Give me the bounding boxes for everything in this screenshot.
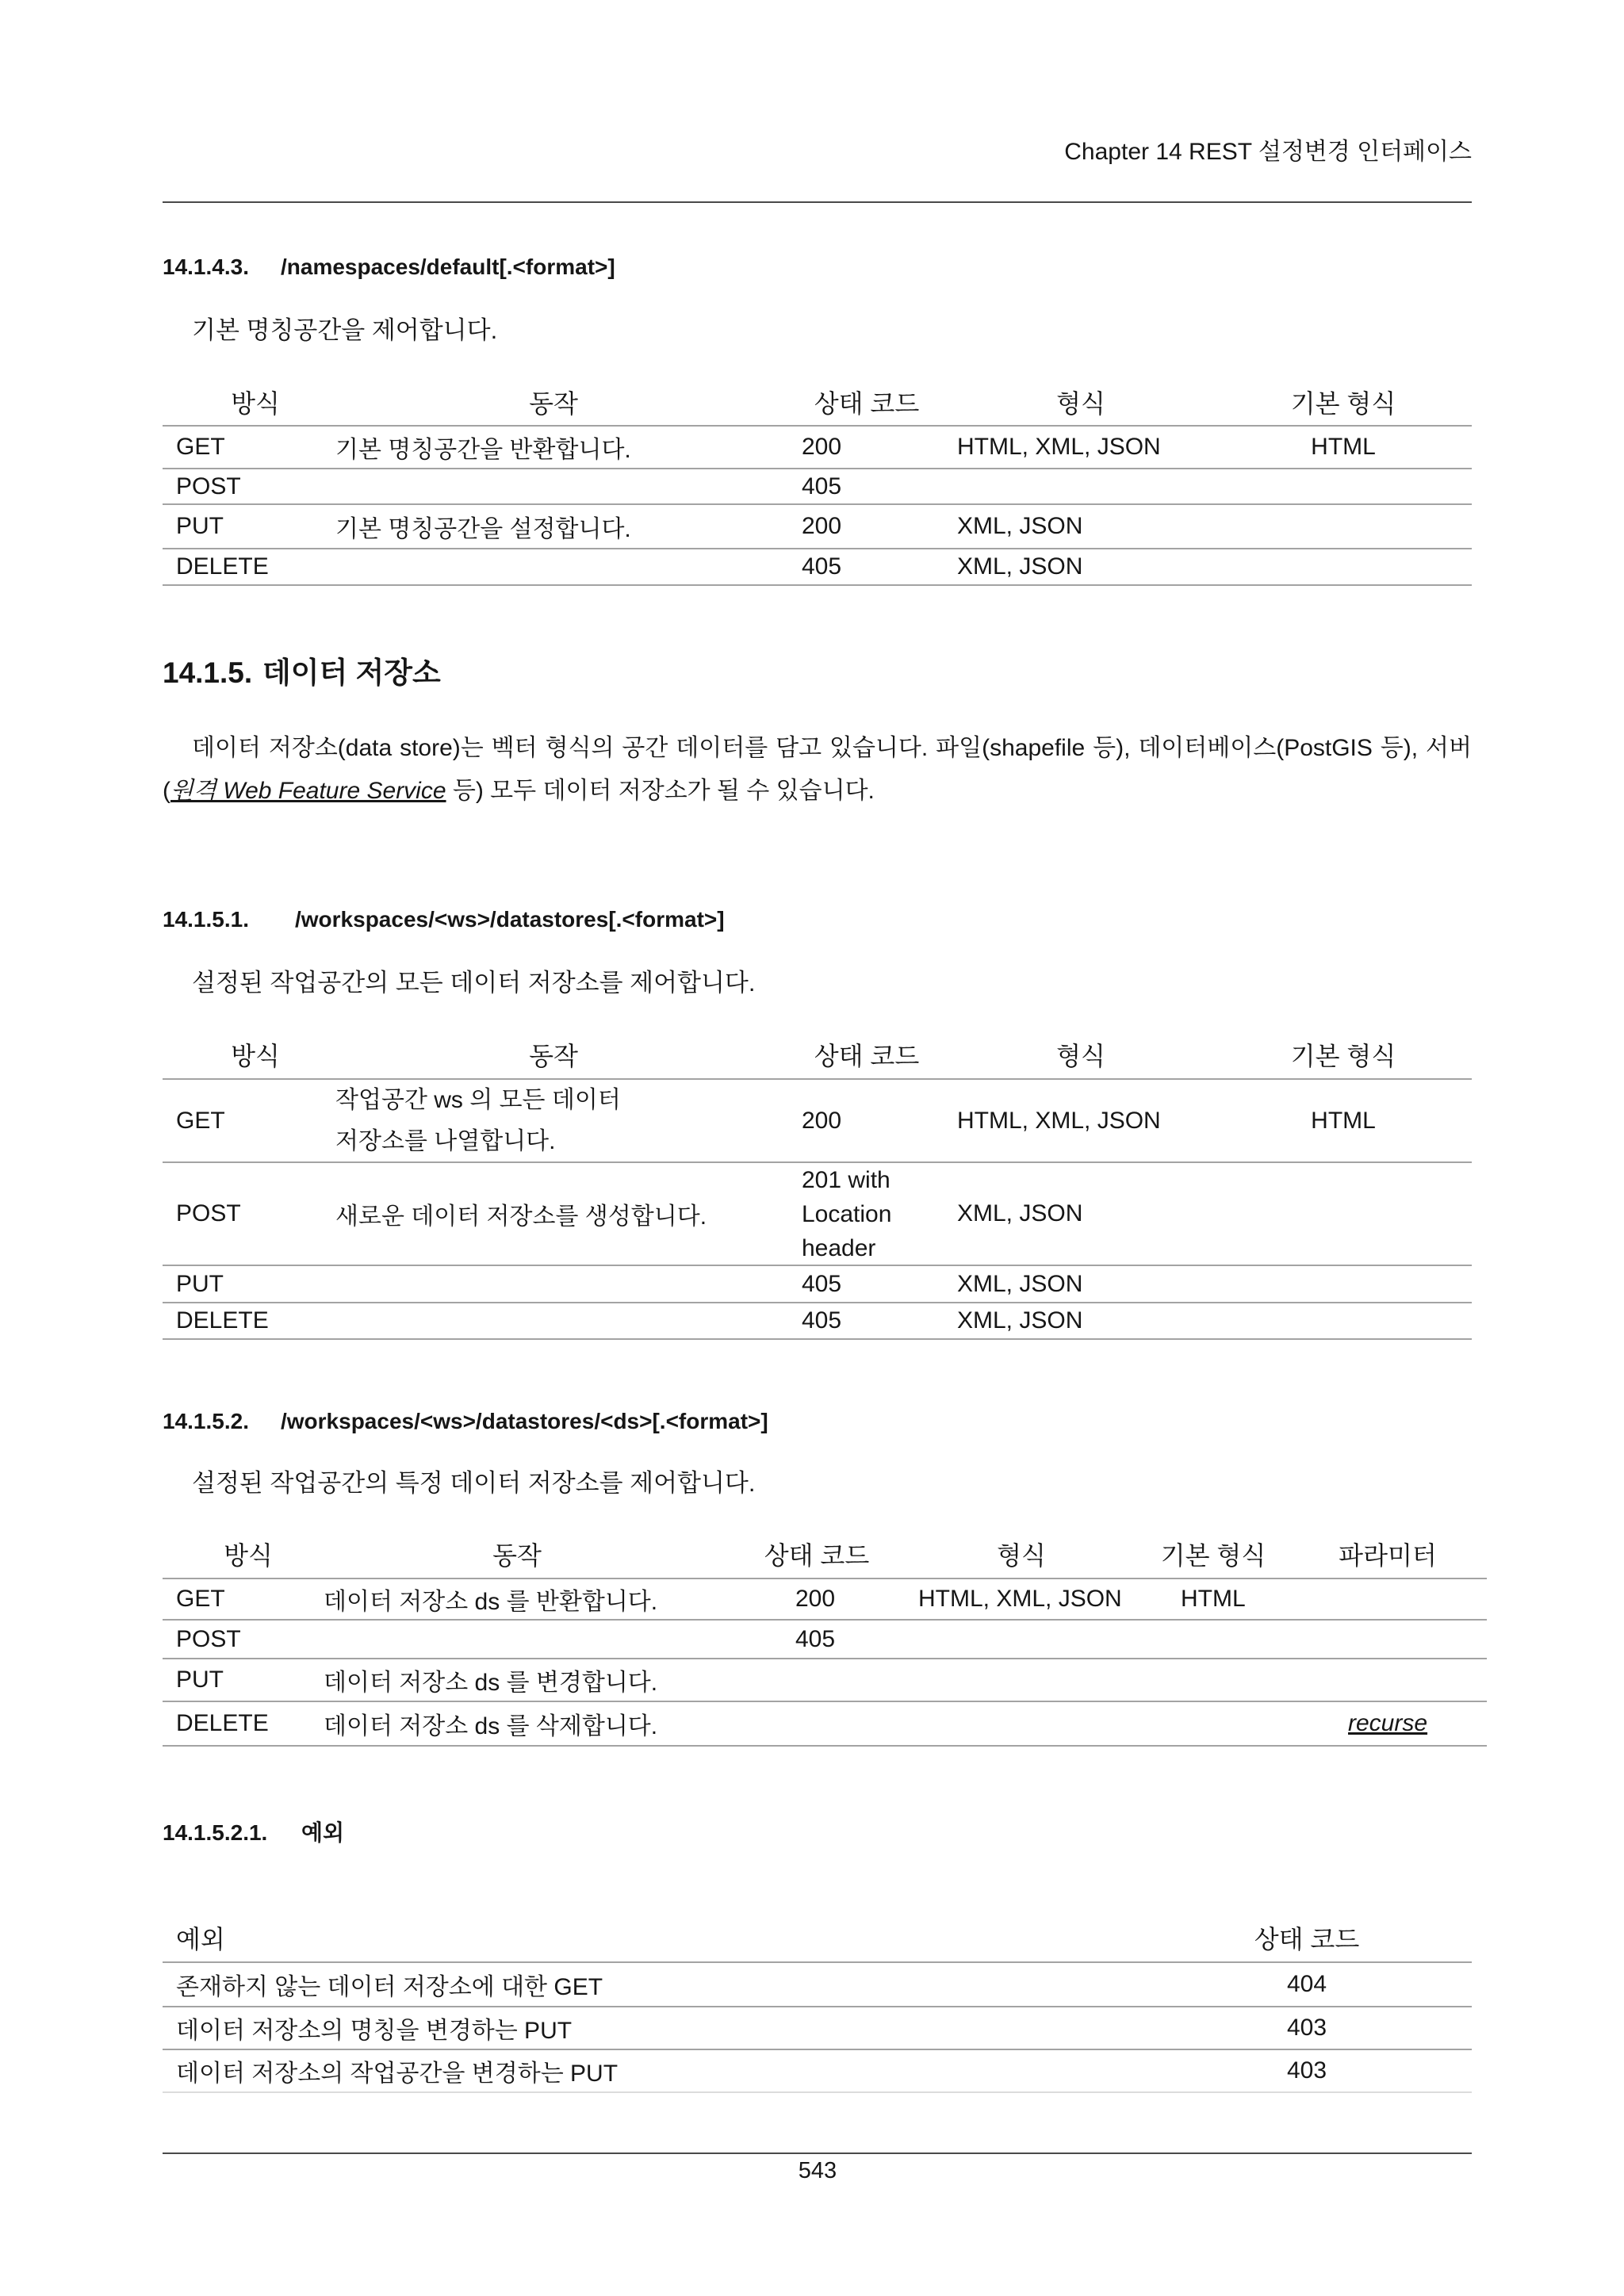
section-description: 기본 명칭공간을 제어합니다. <box>192 316 498 344</box>
section-heading-data-stores <box>163 654 441 692</box>
table-row <box>163 1266 1472 1303</box>
intro-text: 데이터 저장소(data store)는 벡터 형식의 공간 데이터를 담고 있습니다. 파일(shapefile 등), 데이터베이스(PostGIS 등), 서버( <box>163 735 1472 804</box>
status-cell: 405 <box>802 553 842 580</box>
status-cell: 200 <box>795 1586 836 1612</box>
section-number: 14.1.5.2.1. <box>163 1820 268 1845</box>
header-action: 동작 <box>529 1042 578 1070</box>
table-row <box>163 1621 1487 1659</box>
exception-cell: 존재하지 않는 데이터 저장소에 대한 GET <box>176 1974 603 2000</box>
section-title: 데이터 저장소 <box>262 656 441 689</box>
header-status: 상태 코드 <box>1254 1925 1360 1954</box>
footer-rule <box>163 2152 1472 2154</box>
header-action: 동작 <box>529 389 578 418</box>
section-title: 예외 <box>301 1820 345 1845</box>
action-cell: 데이터 저장소 ds 를 반환합니다. <box>324 1589 658 1615</box>
exception-cell: 데이터 저장소의 작업공간을 변경하는 PUT <box>176 2061 619 2087</box>
status-cell: 404 <box>1286 1971 1327 1997</box>
namespaces-default-table <box>163 379 1472 586</box>
formats-cell: HTML, XML, JSON <box>957 1107 1161 1134</box>
web-feature-service-link[interactable]: 원격 Web Feature Service <box>170 778 446 804</box>
section-heading-namespaces-default <box>163 253 615 281</box>
status-cell: 200 <box>802 513 842 539</box>
action-cell: 기본 명칭공간을 설정합니다. <box>335 516 631 542</box>
header-method: 방식 <box>224 1541 273 1570</box>
status-cell: 403 <box>1286 2015 1327 2041</box>
section-number: 14.1.5. <box>163 656 253 689</box>
method-cell: PUT <box>176 1270 224 1297</box>
status-cell: 200 <box>802 434 842 460</box>
table-row <box>163 1963 1472 2007</box>
formats-cell: XML, JSON <box>957 513 1083 539</box>
header-status: 상태 코드 <box>814 389 920 418</box>
header-action: 동작 <box>492 1541 542 1570</box>
data-store-intro-paragraph <box>163 727 1472 813</box>
intro-text: 등) 모두 데이터 저장소가 될 수 있습니다. <box>446 778 875 804</box>
action-line: 작업공간 ws 의 모든 데이터 <box>335 1086 621 1113</box>
header-parameters: 파라미터 <box>1339 1541 1437 1570</box>
status-cell <box>802 1163 891 1265</box>
formats-cell: HTML, XML, JSON <box>918 1586 1122 1612</box>
method-cell: DELETE <box>176 553 269 580</box>
method-cell: POST <box>176 1625 241 1652</box>
table-row <box>163 1163 1472 1266</box>
header-formats: 형식 <box>1056 389 1105 418</box>
formats-cell: XML, JSON <box>957 553 1083 580</box>
table-row <box>163 1080 1472 1163</box>
method-cell: POST <box>176 473 241 499</box>
table-row <box>163 2050 1472 2093</box>
table-row <box>163 2007 1472 2050</box>
table-header-row <box>163 1031 1472 1080</box>
section-description: 설정된 작업공간의 모든 데이터 저장소를 제어합니다. <box>192 969 756 997</box>
status-line: Location <box>802 1200 892 1227</box>
header-formats: 형식 <box>1056 1042 1105 1070</box>
table-header-row <box>163 379 1472 427</box>
default-format-cell: HTML <box>1181 1586 1246 1612</box>
section-heading-datastores <box>163 905 725 934</box>
table-row <box>163 505 1472 549</box>
endpoint-path: /workspaces/<ws>/datastores/<ds>[.<format>] <box>281 1409 768 1433</box>
method-cell: DELETE <box>176 1307 269 1334</box>
exceptions-table <box>163 1914 1472 2093</box>
header-default-format: 기본 형식 <box>1290 389 1396 418</box>
section-heading-exceptions <box>163 1819 344 1847</box>
header-method: 방식 <box>231 389 280 418</box>
datastores-table <box>163 1031 1472 1340</box>
section-number: 14.1.5.1. <box>163 907 249 932</box>
action-cell: 데이터 저장소 ds 를 삭제합니다. <box>324 1713 658 1739</box>
method-cell: POST <box>176 1200 241 1226</box>
status-line: header <box>802 1234 876 1261</box>
method-cell: GET <box>176 434 225 460</box>
datastore-table <box>163 1530 1487 1747</box>
status-cell: 405 <box>802 1270 842 1297</box>
method-cell: PUT <box>176 513 224 539</box>
action-line: 저장소를 나열합니다. <box>335 1127 556 1154</box>
status-line: 201 with <box>802 1166 891 1193</box>
status-cell: 405 <box>802 473 842 499</box>
table-row <box>163 427 1472 469</box>
table-header-row <box>163 1530 1487 1579</box>
header-method: 방식 <box>231 1042 280 1070</box>
table-row <box>163 1659 1487 1702</box>
formats-cell: XML, JSON <box>957 1270 1083 1297</box>
formats-cell: XML, JSON <box>957 1307 1083 1334</box>
header-status: 상태 코드 <box>814 1042 920 1070</box>
recurse-parameter-link[interactable]: recurse <box>1348 1710 1428 1736</box>
action-cell: 새로운 데이터 저장소를 생성합니다. <box>335 1203 707 1230</box>
formats-cell: HTML, XML, JSON <box>957 434 1161 460</box>
table-header-row <box>163 1914 1472 1963</box>
header-rule <box>163 201 1472 203</box>
action-cell: 데이터 저장소 ds 를 변경합니다. <box>324 1670 658 1696</box>
header-default-format: 기본 형식 <box>1290 1042 1396 1070</box>
exception-cell: 데이터 저장소의 명칭을 변경하는 PUT <box>176 2018 573 2044</box>
table-row <box>163 469 1472 505</box>
table-row <box>163 1303 1472 1340</box>
table-row <box>163 1702 1487 1747</box>
default-format-cell: HTML <box>1311 434 1376 460</box>
table-row <box>163 549 1472 586</box>
status-cell: 403 <box>1286 2057 1327 2084</box>
status-cell: 200 <box>802 1107 842 1134</box>
action-cell: 기본 명칭공간을 반환합니다. <box>335 437 631 463</box>
action-cell <box>335 1080 621 1161</box>
header-formats: 형식 <box>997 1541 1046 1570</box>
section-number: 14.1.5.2. <box>163 1409 249 1433</box>
method-cell: PUT <box>176 1667 224 1693</box>
method-cell: GET <box>176 1107 225 1134</box>
endpoint-path: /namespaces/default[.<format>] <box>281 254 615 279</box>
endpoint-path: /workspaces/<ws>/datastores[.<format>] <box>295 907 725 932</box>
header-status: 상태 코드 <box>764 1541 870 1570</box>
running-header: Chapter 14 REST 설정변경 인터페이스 <box>1064 139 1472 165</box>
section-number: 14.1.4.3. <box>163 254 249 279</box>
header-default-format: 기본 형식 <box>1160 1541 1266 1570</box>
page-number: 543 <box>798 2158 837 2183</box>
header-exception: 예외 <box>176 1925 225 1954</box>
section-description: 설정된 작업공간의 특정 데이터 저장소를 제어합니다. <box>192 1469 756 1497</box>
formats-cell: XML, JSON <box>957 1200 1083 1226</box>
section-heading-datastore <box>163 1407 768 1436</box>
status-cell: 405 <box>795 1625 836 1652</box>
table-row <box>163 1579 1487 1621</box>
method-cell: GET <box>176 1586 225 1612</box>
status-cell: 405 <box>802 1307 842 1334</box>
default-format-cell: HTML <box>1311 1107 1376 1134</box>
method-cell: DELETE <box>176 1710 269 1736</box>
